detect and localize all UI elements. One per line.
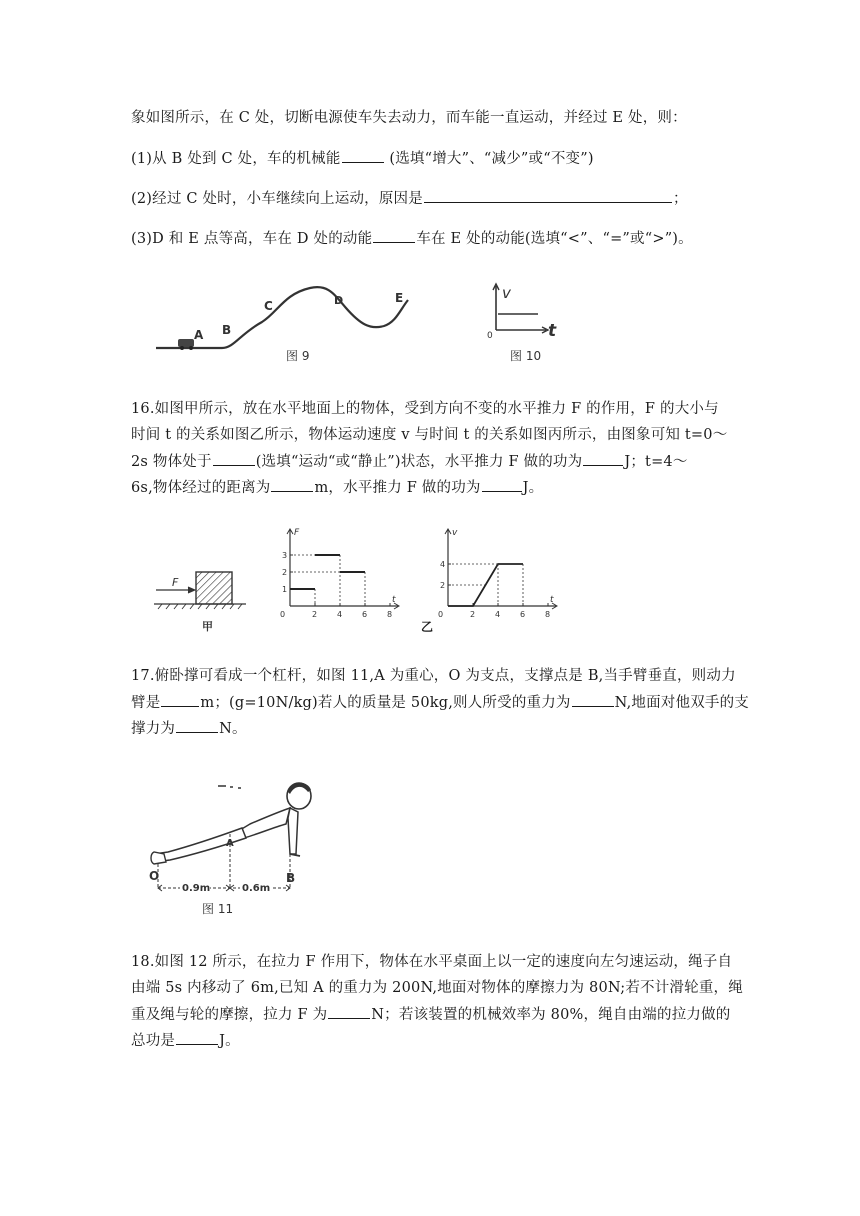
- q18-line3: 重及绳与轮的摩擦，拉力 F 为 N；若该装置的机械效率为 80%，绳自由端的拉力做的: [131, 1004, 731, 1025]
- q15-part1: (1)从 B 处到 C 处，车的机械能 (选填“增大”、“减少”或“不变”): [131, 148, 594, 169]
- force-label: F: [172, 576, 179, 589]
- velocity-time-chart: [434, 524, 564, 624]
- q17-line3: 撑力为 N。: [131, 718, 247, 739]
- distance-0.9m: 0.9m: [182, 883, 211, 894]
- answer-blank[interactable]: [572, 692, 614, 707]
- v-axis-label: v: [502, 284, 511, 302]
- q16-line3: 2s 物体处于 (选填“运动“或“静止”)状态，水平推力 F 做的功为 J；t=4～: [131, 451, 688, 472]
- label-O: O: [149, 869, 160, 883]
- t-axis-label: t: [548, 321, 557, 341]
- figure-9-track: [150, 272, 430, 364]
- answer-blank[interactable]: [342, 148, 384, 163]
- x-tick-label: 4: [337, 610, 343, 619]
- figure-11-caption: 图 11: [202, 902, 234, 916]
- arm: [288, 808, 298, 854]
- x-tick-label: 0: [438, 610, 444, 619]
- x-tick-label: 2: [312, 610, 318, 619]
- distance-0.6m: 0.6m: [242, 883, 271, 894]
- q17-line2: 臂是 m；(g=10N/kg)若人的质量是 50kg,则人所受的重力为 N,地面对他双手的支: [131, 692, 749, 713]
- figure-yi-caption: 乙: [421, 620, 434, 634]
- x-axis-label: t: [392, 595, 396, 605]
- q15-part3: (3)D 和 E 点等高，车在 D 处的动能 车在 E 处的动能(选填“<”、“=”或“>”)。: [131, 228, 693, 249]
- y-axis-label: F: [294, 528, 300, 538]
- y-tick-label: 4: [440, 560, 446, 569]
- x-tick-label: 2: [470, 610, 476, 619]
- y-axis-label: v: [452, 528, 458, 538]
- figure-jia-caption: 甲: [202, 620, 213, 633]
- answer-blank[interactable]: [424, 188, 672, 203]
- answer-blank[interactable]: [271, 477, 313, 492]
- y-tick-label: 2: [282, 568, 288, 577]
- figure-jia-block: [150, 560, 250, 634]
- figure-10-vt-graph: [484, 278, 574, 366]
- label-D: D: [334, 294, 344, 307]
- q18-line4: 总功是 J。: [131, 1030, 240, 1051]
- origin-label: 0: [487, 331, 493, 341]
- q15-intro: 象如图所示，在 C 处，切断电源使车失去动力，而车能一直运动，并经过 E 处，则：: [131, 110, 687, 126]
- label-C: C: [264, 299, 273, 313]
- x-tick-label: 8: [545, 610, 551, 619]
- force-time-chart: [276, 524, 406, 624]
- q16-line1: 16.如图甲所示，放在水平地面上的物体，受到方向不变的水平推力 F 的作用，F 的大小与: [131, 401, 719, 417]
- q18-line1: 18.如图 12 所示，在拉力 F 作用下，物体在水平桌面上以一定的速度向左匀速运动，绳子自: [131, 954, 733, 970]
- y-tick-label: 1: [282, 585, 288, 594]
- torso: [240, 808, 290, 838]
- label-E: E: [395, 291, 404, 305]
- answer-blank[interactable]: [213, 451, 255, 466]
- label-B: B: [222, 323, 232, 337]
- x-axis-label: t: [550, 595, 554, 605]
- label-A: A: [226, 838, 234, 849]
- label-A: A: [194, 328, 204, 342]
- answer-blank[interactable]: [176, 1030, 218, 1045]
- figure-11-pushup: [140, 770, 340, 920]
- x-tick-label: 8: [387, 610, 393, 619]
- answer-blank[interactable]: [328, 1004, 370, 1019]
- q15-part2: (2)经过 C 处时，小车继续向上运动，原因是 ；: [131, 188, 688, 209]
- y-tick-label: 3: [282, 551, 288, 560]
- q17-line1: 17.俯卧撑可看成一个杠杆，如图 11,A 为重心，O 为支点，支撑点是 B,当手臂垂直，则动力: [131, 668, 736, 684]
- x-tick-label: 0: [280, 610, 286, 619]
- answer-blank[interactable]: [583, 451, 623, 466]
- q16-line2: 时间 t 的关系如图乙所示，物体运动速度 v 与时间 t 的关系如图丙所示，由图象可知 t=0～: [131, 427, 728, 443]
- answer-blank[interactable]: [161, 692, 199, 707]
- answer-blank[interactable]: [482, 477, 522, 492]
- toy-car: [178, 339, 194, 347]
- block: [196, 572, 232, 604]
- figure-10-caption: 图 10: [510, 349, 542, 363]
- x-tick-label: 6: [520, 610, 526, 619]
- label-B: B: [286, 871, 296, 885]
- answer-blank[interactable]: [373, 228, 415, 243]
- y-tick-label: 2: [440, 581, 446, 590]
- figure-9-caption: 图 9: [286, 349, 310, 363]
- q18-line2: 由端 5s 内移动了 6m,已知 A 的重力为 200N,地面对物体的摩擦力为 80N;若不计滑轮重，绳: [131, 980, 743, 996]
- q16-line4: 6s,物体经过的距离为 m，水平推力 F 做的功为 J。: [131, 477, 543, 498]
- x-tick-label: 4: [495, 610, 501, 619]
- answer-blank[interactable]: [176, 718, 218, 733]
- x-tick-label: 6: [362, 610, 368, 619]
